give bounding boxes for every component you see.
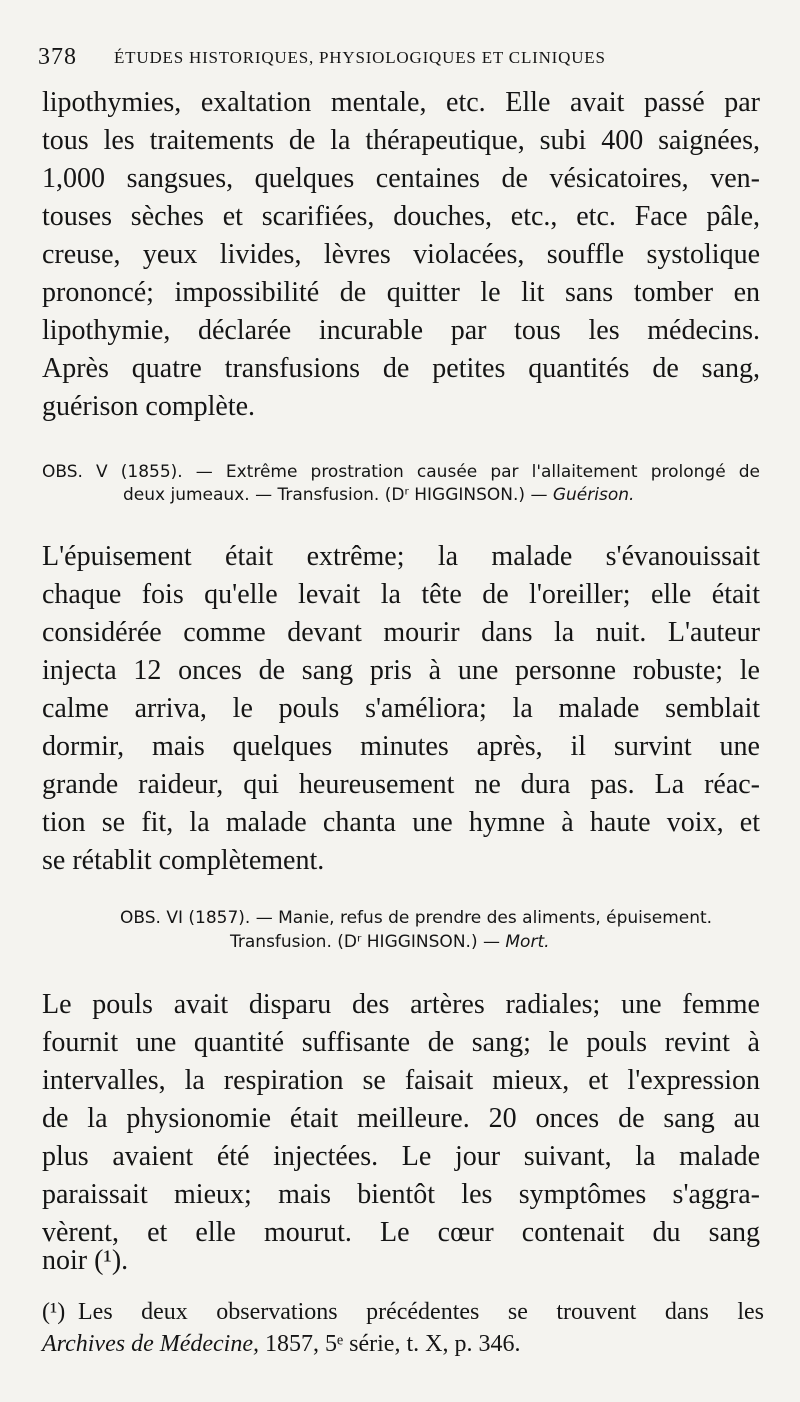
- paragraph-line: de la physionomie était meilleure. 20 onces de sang au: [42, 1103, 760, 1134]
- observation-heading-line: [123, 483, 634, 507]
- paragraph-line: 1,000 sangsues, quelques centaines de vésicatoires, ven-: [42, 163, 760, 194]
- page-number: 378: [38, 44, 77, 70]
- paragraph-line: L'épuisement était extrême; la malade s'évanouissait: [42, 541, 760, 572]
- paragraph-line: lipothymies, exaltation mentale, etc. Elle avait passé par: [42, 87, 760, 118]
- footnote-citation: 1857, 5ᵉ série, t. X, p. 346.: [259, 1331, 521, 1357]
- paragraph-line: intervalles, la respiration se faisait mieux, et l'expression: [42, 1065, 760, 1096]
- paragraph-line: considérée comme devant mourir dans la nuit. L'auteur: [42, 617, 760, 648]
- paragraph-line: calme arriva, le pouls s'améliora; la malade semblait: [42, 693, 760, 724]
- paragraph-line: se rétablit complètement.: [42, 845, 325, 876]
- paragraph-line: prononcé; impossibilité de quitter le lit sans tomber en: [42, 277, 760, 308]
- footnote-marker: (¹): [42, 1299, 66, 1325]
- footnote-journal: Archives de Médecine,: [42, 1331, 259, 1357]
- paragraph-line: plus avaient été injectées. Le jour suivant, la malade: [42, 1141, 760, 1172]
- observation-heading-line: OBS. VI (1857). — Manie, refus de prendre des aliments, épuisement.: [120, 908, 713, 928]
- running-title: ÉTUDES HISTORIQUES, PHYSIOLOGIQUES ET CLINIQUES: [114, 48, 606, 67]
- paragraph-line: lipothymie, déclarée incurable par tous les médecins.: [42, 315, 760, 346]
- paragraph-line: tion se fit, la malade chanta une hymne à haute voix, et: [42, 807, 760, 838]
- footnote-text: Les deux observations précédentes se trouvent dans les: [78, 1299, 764, 1325]
- paragraph-line: guérison complète.: [42, 391, 256, 422]
- paragraph-line: tous les traitements de la thérapeutique, subi 400 saignées,: [42, 125, 760, 156]
- paragraph-line: Après quatre transfusions de petites quantités de sang,: [42, 353, 760, 384]
- footnote-line: [42, 1296, 764, 1328]
- observation-heading-line: [230, 930, 550, 954]
- paragraph-line: noir (¹).: [42, 1245, 129, 1276]
- observation-heading-line: OBS. V (1855). — Extrême prostration causée par l'allaitement prolongé de: [42, 462, 760, 482]
- running-header: [38, 44, 762, 70]
- footnote-line: [42, 1328, 764, 1360]
- paragraph-line: creuse, yeux livides, lèvres violacées, souffle systolique: [42, 239, 760, 270]
- observation-heading-text: Transfusion. (Dʳ HIGGINSON.) —: [230, 932, 506, 952]
- paragraph-line: Le pouls avait disparu des artères radiales; une femme: [42, 989, 760, 1020]
- paragraph-line: grande raideur, qui heureusement ne dura pas. La réac-: [42, 769, 760, 800]
- observation-outcome: Mort.: [505, 932, 550, 952]
- paragraph-line: injecta 12 onces de sang pris à une personne robuste; le: [42, 655, 760, 686]
- paragraph-line: touses sèches et scarifiées, douches, etc., etc. Face pâle,: [42, 201, 760, 232]
- observation-heading-text: deux jumeaux. — Transfusion. (Dʳ HIGGINSON.) —: [123, 485, 553, 505]
- paragraph-line: paraissait mieux; mais bientôt les symptômes s'aggra-: [42, 1179, 760, 1210]
- paragraph-line: fournit une quantité suffisante de sang; le pouls revint à: [42, 1027, 760, 1058]
- paragraph-line: dormir, mais quelques minutes après, il survint une: [42, 731, 760, 762]
- paragraph-line: vèrent, et elle mourut. Le cœur contenait du sang: [42, 1217, 760, 1248]
- paragraph-line: chaque fois qu'elle levait la tête de l'oreiller; elle était: [42, 579, 760, 610]
- observation-outcome: Guérison.: [552, 485, 635, 505]
